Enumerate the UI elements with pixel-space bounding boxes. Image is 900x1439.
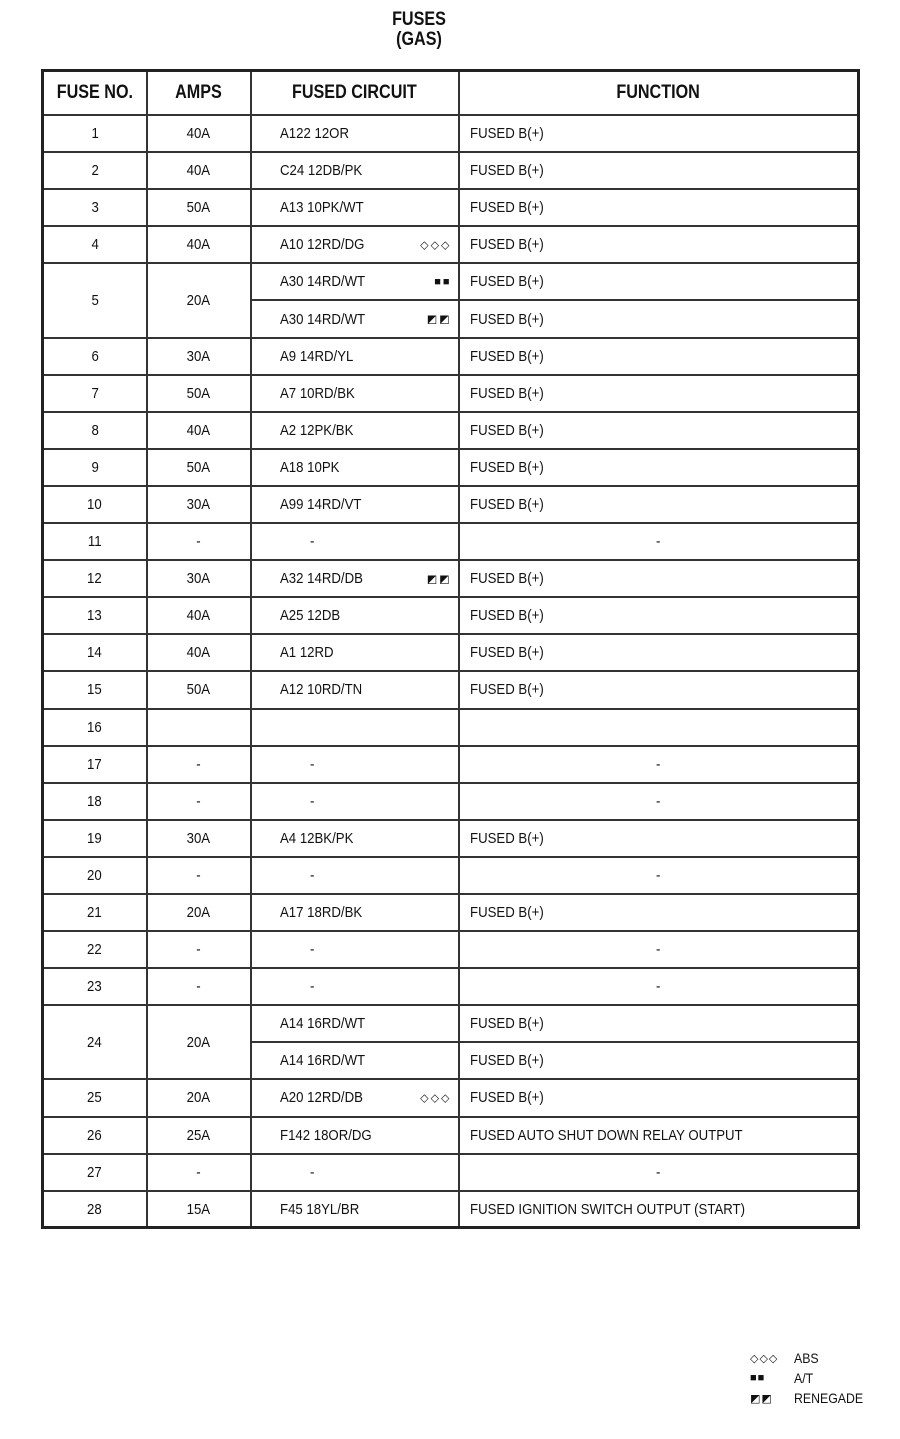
fused-circuit: - [309, 941, 314, 959]
fuse-number: 8 [91, 421, 99, 439]
amps-cell [147, 523, 251, 560]
amps-value: - [196, 1163, 201, 1181]
abs-symbol-icon: ◇◇◇ [420, 1092, 452, 1105]
renegade-symbol-icon: ◩◩ [426, 573, 452, 586]
amps-cell [147, 857, 251, 894]
amps-cell [147, 189, 251, 226]
legend-item [750, 1368, 873, 1388]
fused-circuit-cell [251, 338, 459, 375]
function-text: FUSED AUTO SHUT DOWN RELAY OUTPUT [469, 1126, 743, 1144]
fuse-number-cell [43, 115, 147, 152]
function-cell [459, 300, 859, 337]
fused-circuit: A4 12BK/PK [279, 829, 353, 847]
function-text: FUSED B(+) [469, 607, 544, 625]
function-cell [459, 1005, 859, 1042]
amps-value: 20A [186, 291, 211, 309]
amps-cell [147, 820, 251, 857]
fused-circuit-cell [251, 449, 459, 486]
fuse-number-cell [43, 338, 147, 375]
legend-label: RENEGADE [794, 1390, 864, 1406]
amps-cell [147, 338, 251, 375]
table-row [43, 894, 859, 931]
function-text: FUSED B(+) [469, 570, 544, 588]
fuse-number-cell [43, 597, 147, 634]
function-cell [459, 820, 859, 857]
function-cell [459, 560, 859, 597]
fused-circuit: A10 12RD/DG [279, 236, 364, 254]
fuse-number: 28 [87, 1200, 103, 1218]
function-text: - [655, 755, 661, 773]
amps-value: 20A [186, 1033, 211, 1051]
amps-cell [147, 375, 251, 412]
fused-circuit: A1 12RD [279, 644, 334, 662]
legend-item [750, 1388, 873, 1408]
table-row [43, 449, 859, 486]
function-cell [459, 338, 859, 375]
fuse-number: 26 [87, 1126, 103, 1144]
fuse-number-cell [43, 1154, 147, 1191]
amps-value: 20A [186, 904, 211, 922]
fused-circuit-cell [251, 746, 459, 783]
function-cell [459, 968, 859, 1005]
legend-label: ABS [794, 1350, 819, 1366]
header-fused-circuit: FUSED CIRCUIT [251, 71, 459, 116]
table-row [43, 412, 859, 449]
fuse-number: 17 [87, 755, 103, 773]
fuse-number: 4 [91, 236, 99, 254]
amps-value: 30A [186, 495, 211, 513]
function-text: FUSED B(+) [469, 904, 544, 922]
fused-circuit-cell [251, 634, 459, 671]
fuse-number-cell [43, 449, 147, 486]
function-cell [459, 671, 859, 708]
amps-value: 20A [186, 1089, 211, 1107]
fuse-number-cell [43, 783, 147, 820]
function-text: FUSED B(+) [469, 162, 544, 180]
table-row [43, 820, 859, 857]
function-cell [459, 1191, 859, 1228]
fused-circuit-cell [251, 1042, 459, 1079]
function-text: FUSED B(+) [469, 458, 544, 476]
function-cell [459, 375, 859, 412]
fused-circuit: A20 12RD/DB [279, 1089, 363, 1107]
fused-circuit-cell [251, 1079, 459, 1116]
fuse-number: 11 [87, 533, 102, 551]
amps-value: 40A [186, 162, 211, 180]
fused-circuit-cell [251, 1117, 459, 1154]
at-symbol-icon: ■■ [750, 1372, 766, 1384]
fuse-number-cell [43, 709, 147, 746]
fused-circuit-cell [251, 857, 459, 894]
at-symbol-icon: ■■ [434, 275, 452, 288]
function-text: - [655, 941, 661, 959]
amps-value: 50A [186, 384, 211, 402]
table-row [43, 486, 859, 523]
fuse-number: 3 [91, 199, 99, 217]
fuse-number: 10 [87, 495, 103, 513]
fuse-number-cell [43, 671, 147, 708]
header-amps: AMPS [147, 71, 251, 116]
function-cell [459, 709, 859, 746]
table-row [43, 263, 859, 300]
table-row [43, 1005, 859, 1042]
table-row [43, 523, 859, 560]
amps-value: 40A [186, 644, 211, 662]
amps-cell [147, 1191, 251, 1228]
function-text: FUSED B(+) [469, 199, 544, 217]
fused-circuit: A30 14RD/WT [279, 273, 365, 291]
fuse-number-cell [43, 560, 147, 597]
function-cell [459, 189, 859, 226]
fuse-number-cell [43, 746, 147, 783]
amps-cell [147, 152, 251, 189]
fused-circuit-cell [251, 486, 459, 523]
fuse-number-cell [43, 226, 147, 263]
table-row [43, 857, 859, 894]
fuse-number: 13 [87, 607, 103, 625]
function-text: FUSED B(+) [469, 829, 544, 847]
fused-circuit: F45 18YL/BR [279, 1200, 359, 1218]
fused-circuit-cell [251, 671, 459, 708]
fused-circuit: C24 12DB/PK [279, 162, 362, 180]
fuse-number-cell [43, 1191, 147, 1228]
fused-circuit: A9 14RD/YL [279, 347, 353, 365]
table-row [43, 746, 859, 783]
legend-item [750, 1348, 873, 1368]
fuse-number-cell [43, 1005, 147, 1079]
fused-circuit: A32 14RD/DB [279, 570, 363, 588]
amps-value: 40A [186, 607, 211, 625]
function-cell [459, 412, 859, 449]
function-cell [459, 783, 859, 820]
fuse-number: 24 [87, 1033, 103, 1051]
fuse-number: 20 [87, 866, 103, 884]
fuse-number: 1 [91, 125, 99, 143]
function-cell [459, 486, 859, 523]
header-fuse-no: FUSE NO. [43, 71, 147, 116]
amps-value: 30A [186, 347, 211, 365]
amps-cell [147, 115, 251, 152]
amps-cell [147, 709, 251, 746]
function-text: FUSED B(+) [469, 681, 544, 699]
fuse-number-cell [43, 820, 147, 857]
fused-circuit: - [309, 1163, 314, 1181]
fused-circuit: - [309, 978, 314, 996]
fused-circuit-cell [251, 709, 459, 746]
function-text: - [655, 533, 661, 551]
fused-circuit: A12 10RD/TN [279, 681, 362, 699]
function-text: FUSED B(+) [469, 236, 544, 254]
fused-circuit: A25 12DB [279, 607, 340, 625]
fuse-number-cell [43, 486, 147, 523]
fused-circuit: A30 14RD/WT [279, 310, 365, 328]
fuse-number-cell [43, 894, 147, 931]
function-cell [459, 523, 859, 560]
fuse-number: 16 [87, 718, 103, 736]
fuse-number-cell [43, 375, 147, 412]
function-cell [459, 931, 859, 968]
amps-value: - [196, 866, 201, 884]
function-cell [459, 1154, 859, 1191]
table-row [43, 597, 859, 634]
function-text: FUSED B(+) [469, 495, 544, 513]
function-cell [459, 152, 859, 189]
function-text: - [655, 1163, 661, 1181]
abs-symbol-icon: ◇◇◇ [750, 1352, 779, 1365]
function-cell [459, 746, 859, 783]
function-text: FUSED B(+) [469, 384, 544, 402]
amps-cell [147, 634, 251, 671]
amps-value: 40A [186, 421, 211, 439]
fused-circuit-cell [251, 783, 459, 820]
function-cell [459, 1042, 859, 1079]
amps-value: - [196, 792, 201, 810]
fuse-number: 14 [87, 644, 103, 662]
table-row [43, 634, 859, 671]
fused-circuit-cell [251, 894, 459, 931]
renegade-symbol-icon: ◩◩ [426, 313, 452, 326]
fuse-number: 19 [87, 829, 103, 847]
function-text: FUSED B(+) [469, 1089, 544, 1107]
amps-value: 30A [186, 829, 211, 847]
fuse-number: 25 [87, 1089, 103, 1107]
amps-cell [147, 449, 251, 486]
function-cell [459, 1117, 859, 1154]
fused-circuit-cell [251, 523, 459, 560]
function-cell [459, 1079, 859, 1116]
amps-value: 50A [186, 681, 211, 699]
amps-value: 50A [186, 199, 211, 217]
function-text: FUSED B(+) [469, 644, 544, 662]
function-cell [459, 226, 859, 263]
fused-circuit-cell [251, 189, 459, 226]
fused-circuit-cell [251, 375, 459, 412]
fuse-number: 21 [87, 904, 103, 922]
amps-value: - [196, 978, 201, 996]
fuse-number: 7 [91, 384, 99, 402]
function-text: FUSED B(+) [469, 1052, 544, 1070]
fused-circuit-cell [251, 931, 459, 968]
fused-circuit: - [309, 792, 314, 810]
fuse-number: 12 [87, 570, 103, 588]
table-row [43, 1191, 859, 1228]
amps-cell [147, 263, 251, 337]
fused-circuit-cell [251, 226, 459, 263]
fused-circuit: A122 12OR [279, 125, 349, 143]
fused-circuit-cell [251, 1154, 459, 1191]
amps-value: 40A [186, 236, 211, 254]
fused-circuit-cell [251, 597, 459, 634]
fused-circuit-cell [251, 300, 459, 337]
fuse-number-cell [43, 412, 147, 449]
fuse-number-cell [43, 1079, 147, 1116]
fuse-number-cell [43, 857, 147, 894]
fused-circuit-cell [251, 820, 459, 857]
header-function: FUNCTION [459, 71, 859, 116]
fused-circuit: A18 10PK [279, 458, 339, 476]
amps-cell [147, 746, 251, 783]
amps-cell [147, 968, 251, 1005]
amps-cell [147, 783, 251, 820]
amps-cell [147, 1005, 251, 1079]
fused-circuit: - [309, 533, 314, 551]
function-text: FUSED B(+) [469, 273, 544, 291]
function-text: - [655, 866, 661, 884]
page-title [63, 10, 775, 50]
fused-circuit-cell [251, 115, 459, 152]
fused-circuit-cell [251, 968, 459, 1005]
amps-value: 40A [186, 125, 211, 143]
amps-cell [147, 1117, 251, 1154]
function-text: FUSED IGNITION SWITCH OUTPUT (START) [469, 1200, 745, 1218]
fused-circuit: - [309, 866, 314, 884]
table-row [43, 338, 859, 375]
amps-cell [147, 560, 251, 597]
fuse-number: 23 [87, 978, 103, 996]
header-row [43, 71, 859, 116]
fused-circuit: A7 10RD/BK [279, 384, 355, 402]
abs-symbol-icon: ◇◇◇ [420, 239, 452, 252]
function-cell [459, 115, 859, 152]
amps-cell [147, 894, 251, 931]
fuse-number-cell [43, 931, 147, 968]
table-row [43, 709, 859, 746]
amps-value: - [196, 533, 201, 551]
fuse-table-body [43, 115, 859, 1228]
title-line-2: (GAS) [396, 29, 442, 50]
table-row [43, 783, 859, 820]
function-text: - [655, 792, 661, 810]
fuse-number: 15 [87, 681, 103, 699]
amps-value: 15A [186, 1200, 211, 1218]
fused-circuit: A2 12PK/BK [279, 421, 353, 439]
fuse-number-cell [43, 152, 147, 189]
fused-circuit-cell [251, 1005, 459, 1042]
fuse-number-cell [43, 1117, 147, 1154]
fused-circuit: F142 18OR/DG [279, 1126, 372, 1144]
table-row [43, 375, 859, 412]
function-text: FUSED B(+) [469, 347, 544, 365]
amps-cell [147, 1079, 251, 1116]
table-row [43, 115, 859, 152]
fuse-number: 27 [87, 1163, 103, 1181]
fused-circuit-cell [251, 1191, 459, 1228]
amps-cell [147, 486, 251, 523]
renegade-symbol-icon: ◩◩ [750, 1392, 773, 1405]
function-text: - [655, 978, 661, 996]
table-row [43, 189, 859, 226]
amps-cell [147, 597, 251, 634]
fuse-number: 9 [91, 458, 99, 476]
fuse-table [41, 69, 860, 1229]
fuse-number-cell [43, 189, 147, 226]
function-cell [459, 597, 859, 634]
symbol-legend [750, 1348, 873, 1408]
amps-value: 50A [186, 458, 211, 476]
fuse-number: 18 [87, 792, 103, 810]
table-row [43, 1117, 859, 1154]
table-row [43, 560, 859, 597]
fuse-number: 2 [91, 162, 99, 180]
amps-cell [147, 226, 251, 263]
fused-circuit: A99 14RD/VT [279, 495, 361, 513]
function-text: FUSED B(+) [469, 1015, 544, 1033]
fuse-number-cell [43, 523, 147, 560]
amps-cell [147, 412, 251, 449]
table-row [43, 152, 859, 189]
table-row [43, 1079, 859, 1116]
fused-circuit-cell [251, 263, 459, 300]
amps-cell [147, 671, 251, 708]
fused-circuit: A17 18RD/BK [279, 904, 362, 922]
fuse-number-cell [43, 634, 147, 671]
table-row [43, 1154, 859, 1191]
fused-circuit: A14 16RD/WT [279, 1015, 365, 1033]
function-cell [459, 449, 859, 486]
amps-value: 25A [186, 1126, 211, 1144]
function-text: FUSED B(+) [469, 310, 544, 328]
fused-circuit-cell [251, 560, 459, 597]
fuse-number-cell [43, 968, 147, 1005]
table-row [43, 931, 859, 968]
fuse-number: 5 [91, 291, 99, 309]
fused-circuit: A13 10PK/WT [279, 199, 364, 217]
function-cell [459, 894, 859, 931]
function-text: FUSED B(+) [469, 421, 544, 439]
amps-value: - [196, 941, 201, 959]
amps-value: - [196, 755, 201, 773]
amps-value: 30A [186, 570, 211, 588]
fuse-number: 22 [87, 941, 103, 959]
amps-cell [147, 931, 251, 968]
table-row [43, 968, 859, 1005]
fused-circuit: - [309, 755, 314, 773]
function-text: FUSED B(+) [469, 125, 544, 143]
function-cell [459, 263, 859, 300]
fused-circuit-cell [251, 412, 459, 449]
function-cell [459, 634, 859, 671]
title-line-1: FUSES [392, 9, 446, 30]
fused-circuit: A14 16RD/WT [279, 1052, 365, 1070]
legend-label: A/T [794, 1370, 814, 1386]
amps-cell [147, 1154, 251, 1191]
table-row [43, 671, 859, 708]
function-cell [459, 857, 859, 894]
fused-circuit-cell [251, 152, 459, 189]
table-row [43, 226, 859, 263]
fuse-number: 6 [91, 347, 99, 365]
fuse-number-cell [43, 263, 147, 337]
